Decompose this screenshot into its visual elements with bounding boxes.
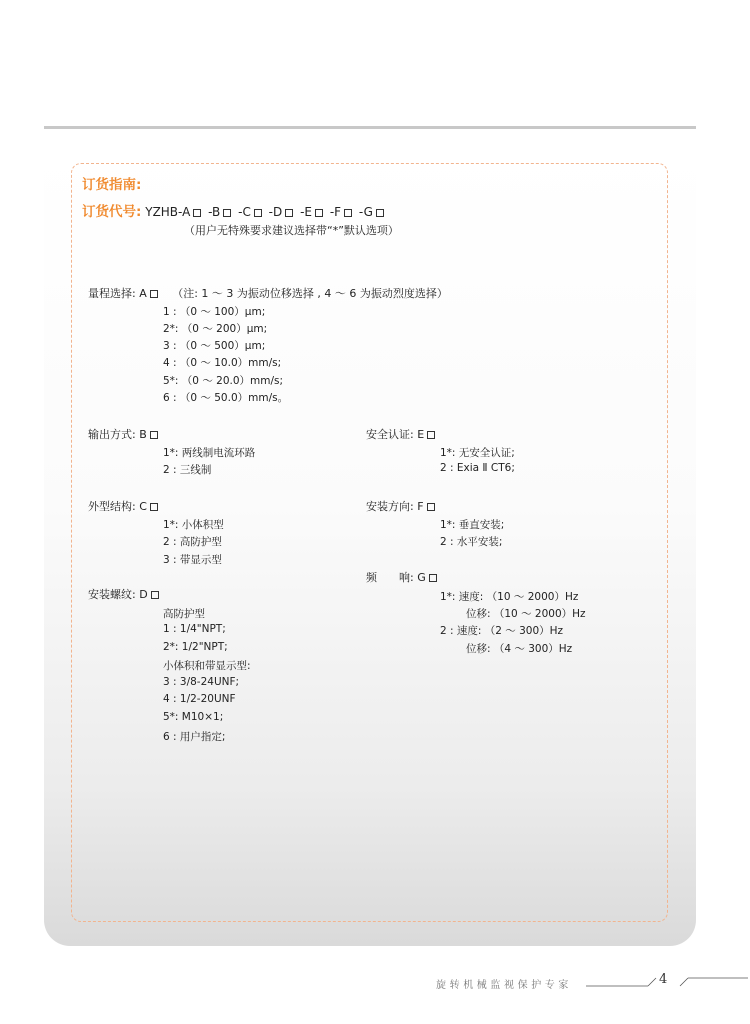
thread-item: 6 : 用户指定; (163, 731, 226, 743)
code-part-a: YZHB-A (145, 205, 191, 219)
output-label-line (88, 426, 161, 442)
guide-title: 订货指南: (82, 177, 142, 193)
checkbox-square (427, 503, 435, 511)
checkbox-square (193, 209, 201, 217)
mount-dir-label-line (366, 498, 438, 514)
range-item: 2*: （0 ～ 200）μm; (163, 323, 268, 335)
thread-item: 小体积和带显示型: (163, 660, 251, 672)
checkbox-square (344, 209, 352, 217)
checkbox-square (150, 290, 158, 298)
mount-dir-item: 2 : 水平安装; (440, 536, 503, 548)
shape-label-line (88, 498, 161, 514)
checkbox-square (254, 209, 262, 217)
code-part-e: -E (300, 205, 312, 219)
range-label-line (88, 285, 448, 301)
safety-label-line (366, 426, 438, 442)
dashed-frame (71, 163, 668, 922)
order-code-line (82, 200, 387, 220)
range-label: 量程选择: A (88, 287, 147, 300)
range-item: 5*: （0 ～ 20.0）mm/s; (163, 375, 284, 387)
safety-label: 安全认证: E (366, 428, 425, 441)
checkbox-square (429, 574, 437, 582)
range-item: 3 : （0 ～ 500）μm; (163, 340, 266, 352)
freq-item: 位移: （4 ～ 300）Hz (466, 643, 573, 655)
output-item: 1*: 两线制电流环路 (163, 447, 256, 459)
checkbox-square (376, 209, 384, 217)
range-item: 6 : （0 ～ 50.0）mm/s。 (163, 392, 289, 404)
freq-label-line (366, 569, 440, 585)
thread-item: 4 : 1/2-20UNF (163, 693, 236, 705)
thread-item: 2*: 1/2"NPT; (163, 641, 228, 653)
thread-item: 高防护型 (163, 608, 205, 620)
range-item: 4 : （0 ～ 10.0）mm/s; (163, 357, 282, 369)
freq-label: 频 响: G (366, 571, 426, 584)
checkbox-square (285, 209, 293, 217)
checkbox-square (223, 209, 231, 217)
code-part-g: -G (358, 205, 373, 219)
thread-item: 3 : 3/8-24UNF; (163, 676, 240, 688)
safety-item: 1*: 无安全认证; (440, 447, 515, 459)
output-item: 2 : 三线制 (163, 464, 212, 476)
order-code-label: 订货代号: (82, 204, 142, 220)
shape-item: 3 : 带显示型 (163, 554, 222, 566)
checkbox-square (150, 431, 158, 439)
thread-item: 5*: M10×1; (163, 711, 224, 723)
footer-slogan: 旋转机械监视保护专家 (436, 980, 572, 991)
checkbox-square (427, 431, 435, 439)
checkbox-square (150, 503, 158, 511)
top-divider (44, 126, 696, 129)
code-part-f: -F (329, 205, 342, 219)
freq-item: 位移: （10 ～ 2000）Hz (466, 608, 586, 620)
code-part-d: -D (268, 205, 283, 219)
range-item: 1 : （0 ～ 100）μm; (163, 306, 266, 318)
shape-label: 外型结构: C (88, 500, 147, 513)
freq-item: 2 : 速度: （2 ～ 300）Hz (440, 625, 564, 637)
page-number: 4 (659, 972, 668, 987)
mount-dir-label: 安装方向: F (366, 500, 424, 513)
checkbox-square (315, 209, 323, 217)
thread-label-line (88, 586, 162, 602)
range-note: （注: 1 ～ 3 为振动位移选择 , 4 ～ 6 为振动烈度选择） (172, 287, 448, 300)
default-option-note: （用户无特殊要求建议选择带“*”默认选项） (184, 224, 399, 237)
thread-label: 安装螺纹: D (88, 588, 148, 601)
mount-dir-item: 1*: 垂直安装; (440, 519, 505, 531)
shape-item: 1*: 小体积型 (163, 519, 224, 531)
shape-item: 2 : 高防护型 (163, 536, 222, 548)
code-part-c: -C (238, 205, 251, 219)
checkbox-square (151, 591, 159, 599)
freq-item: 1*: 速度: （10 ～ 2000）Hz (440, 591, 579, 603)
safety-item: 2 : Exia Ⅱ CT6; (440, 462, 515, 474)
thread-item: 1 : 1/4"NPT; (163, 623, 226, 635)
output-label: 输出方式: B (88, 428, 147, 441)
code-part-b: -B (208, 205, 221, 219)
